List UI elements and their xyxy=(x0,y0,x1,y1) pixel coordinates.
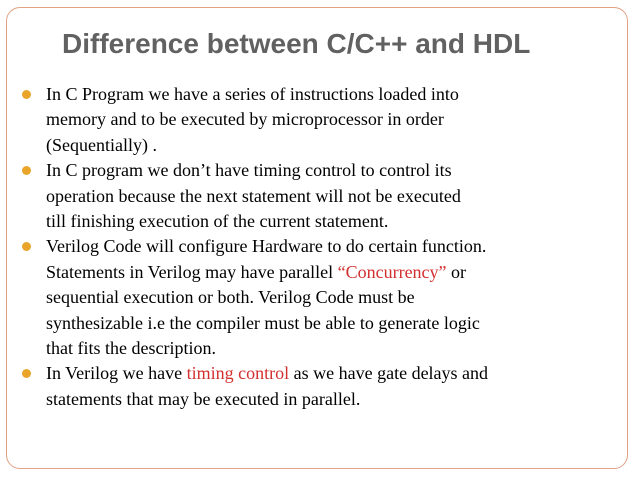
slide-title: Difference between C/C++ and HDL xyxy=(62,28,531,59)
bullet-text-line xyxy=(46,361,580,386)
highlight-timing-control: timing control xyxy=(186,363,290,384)
bullet-list xyxy=(20,82,580,412)
bullet-dot-icon xyxy=(22,90,31,99)
bullet-text-line: till finishing execution of the current statement. xyxy=(46,211,389,232)
bullet-text-segment: In Verilog we have xyxy=(46,363,187,384)
bullet-dot-icon xyxy=(22,242,31,251)
bullet-item-1 xyxy=(20,82,580,158)
bullet-text-segment: or xyxy=(446,261,467,282)
bullet-text-line: In C program we don’t have timing control to control its xyxy=(46,160,452,181)
bullet-text-line: operation because the next statement will not be executed xyxy=(46,185,461,206)
bullet-text-line xyxy=(46,260,580,285)
highlight-concurrency: “Concurrency” xyxy=(337,261,447,282)
bullet-text-line: synthesizable i.e the compiler must be able to generate logic xyxy=(46,312,480,333)
bullet-dot-icon xyxy=(22,166,31,175)
bullet-text-line: sequential execution or both. Verilog Code must be xyxy=(46,287,415,308)
bullet-text-line: (Sequentially) . xyxy=(46,134,157,155)
bullet-text-segment: as we have gate delays and xyxy=(289,363,489,384)
bullet-dot-icon xyxy=(22,369,31,378)
bullet-text-line: In C Program we have a series of instructions loaded into xyxy=(46,84,459,104)
bullet-text-line: Verilog Code will configure Hardware to do certain function. xyxy=(46,236,487,257)
bullet-item-2 xyxy=(20,158,580,234)
bullet-text-line: that fits the description. xyxy=(46,338,216,359)
bullet-item-3 xyxy=(20,234,580,361)
bullet-text-segment: Statements in Verilog may have parallel xyxy=(46,261,338,282)
bullet-item-4 xyxy=(20,361,580,412)
bullet-text-line: statements that may be executed in parallel. xyxy=(46,388,361,409)
bullet-text-line: memory and to be executed by microprocessor in order xyxy=(46,109,444,130)
